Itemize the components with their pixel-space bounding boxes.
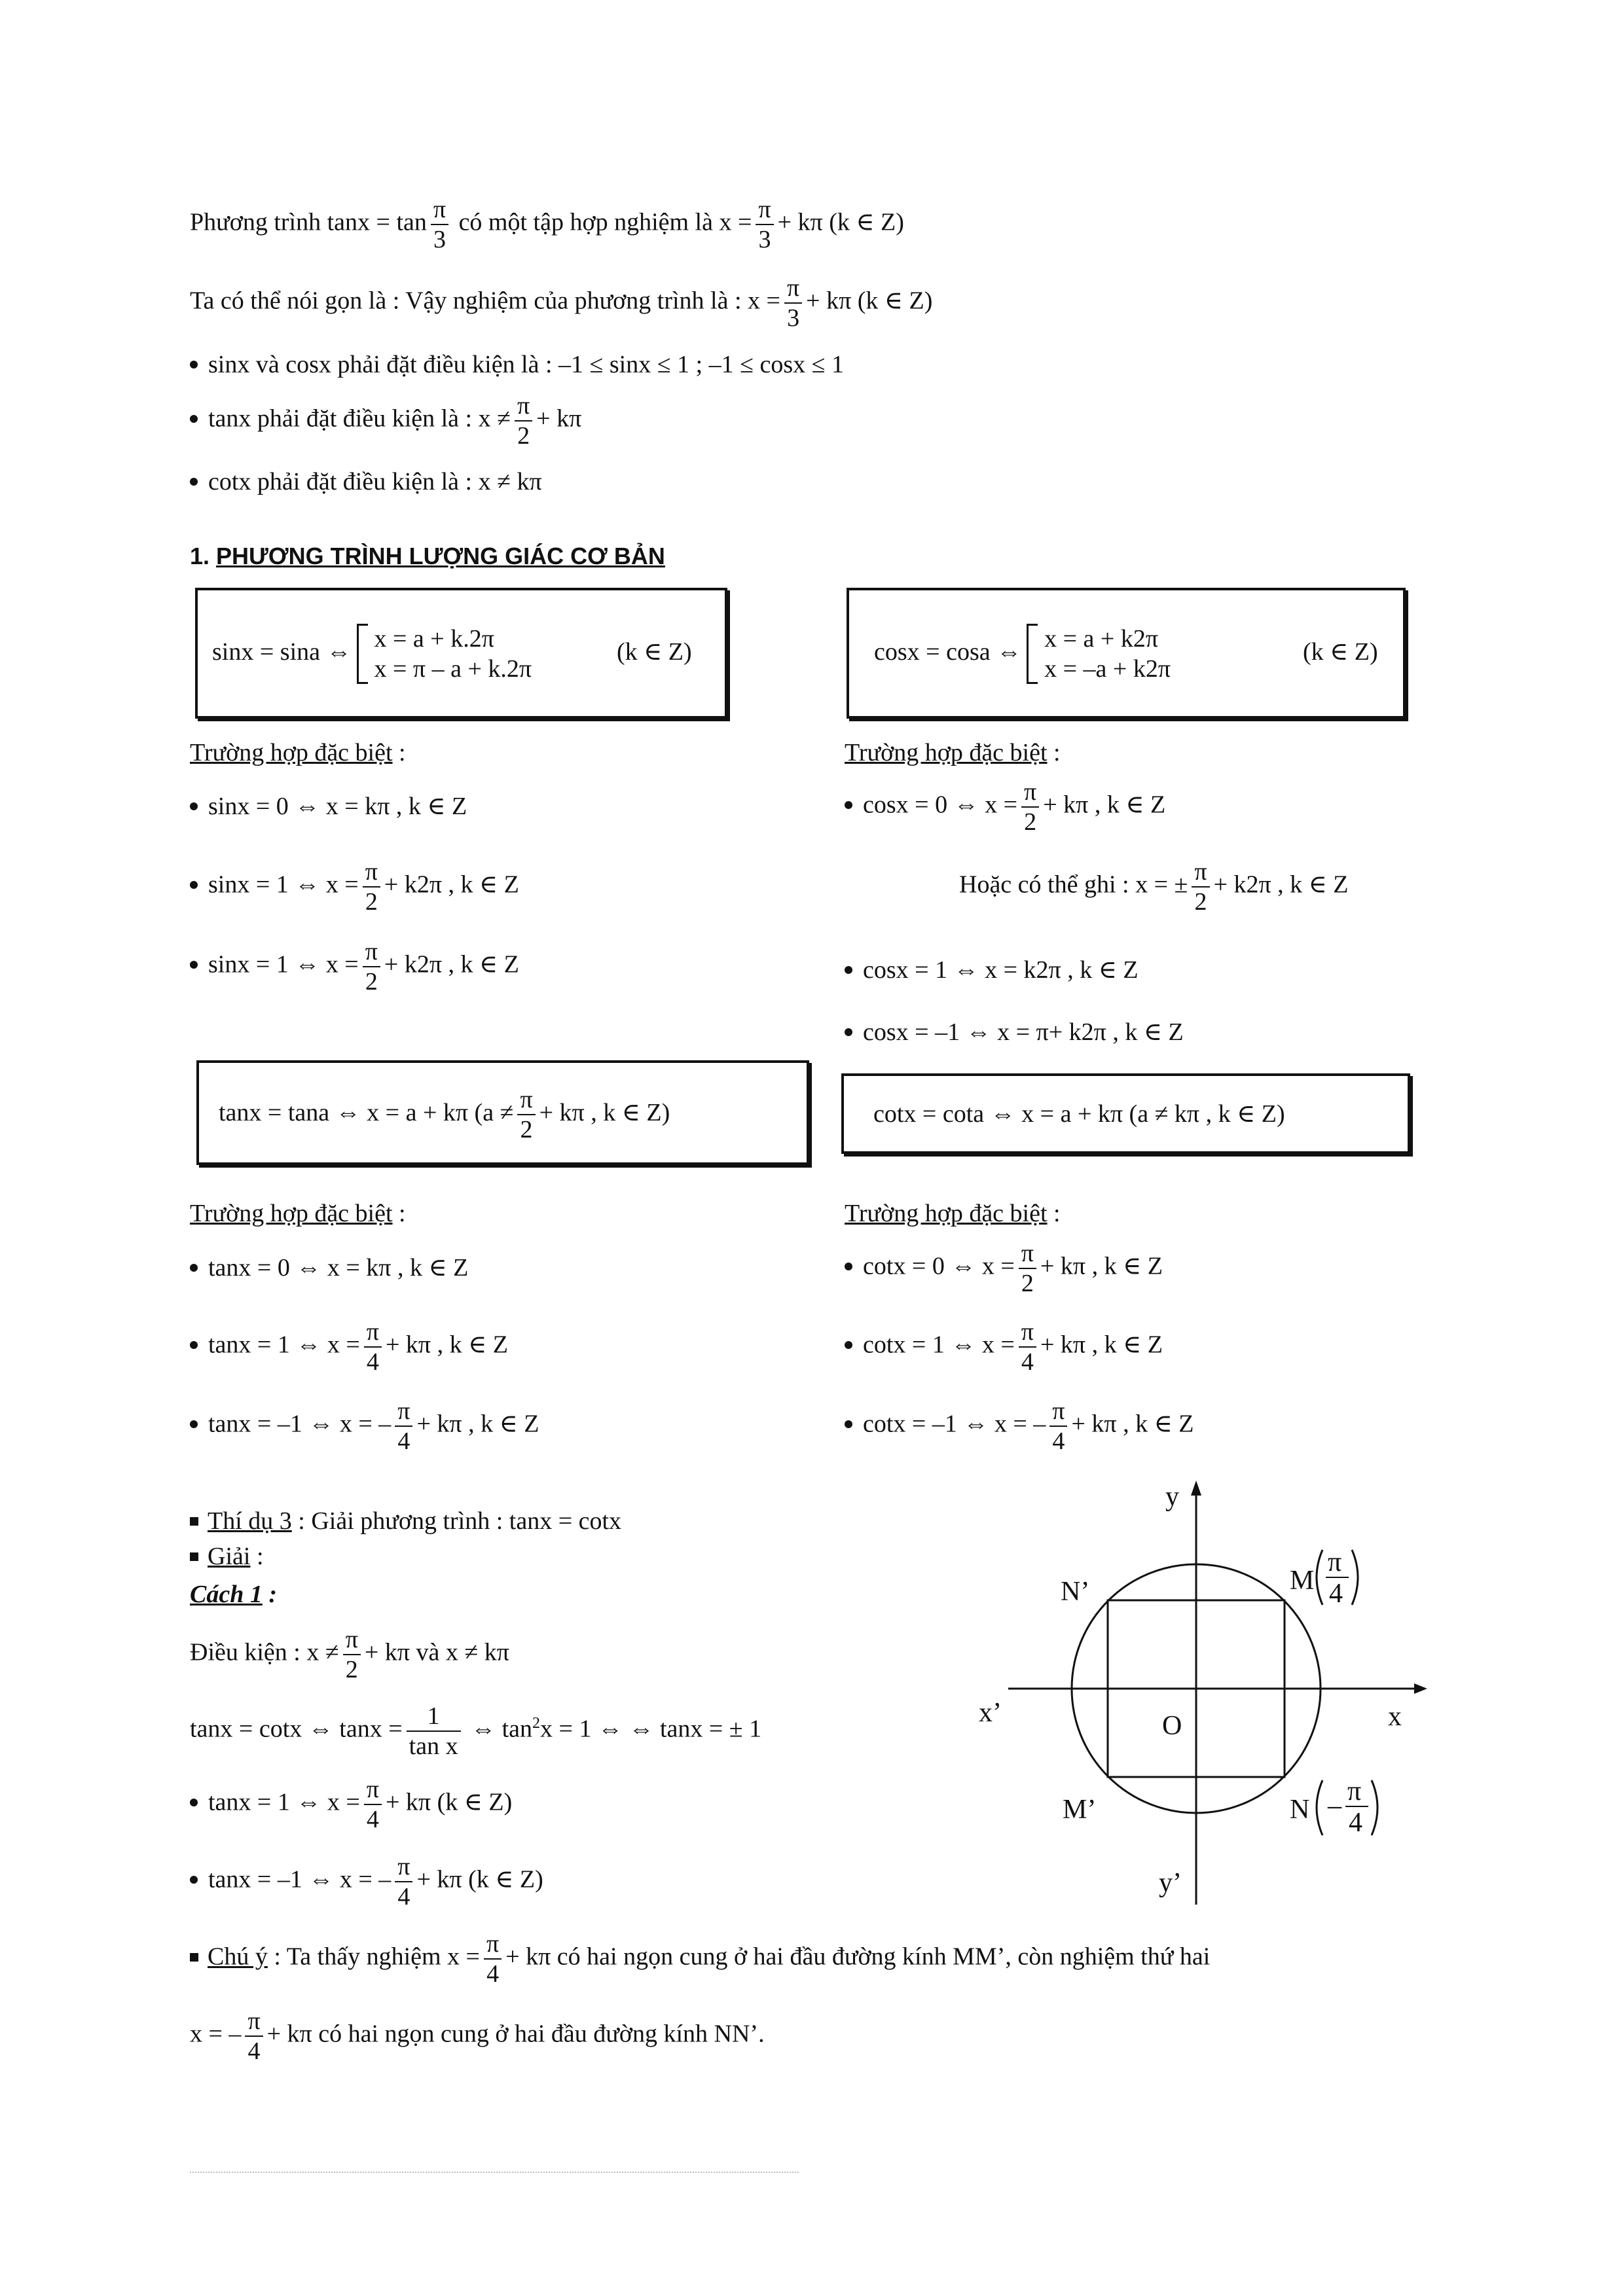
example-equation: tanx = cotx ⇔ tanx = $\frac{1}{\text{tan x}}$ ⇔ $\tan^2x = 1$ ⇔ ⇔ tanx = ± 1 <box>190 1702 762 1760</box>
intro-line-2: Ta có thể nói gọn là : Vậy nghiệm của phương trình là : x = $\frac{\pi}{3}$ + kπ (k ∈ Z) <box>190 274 933 332</box>
bullet-icon <box>190 1264 198 1272</box>
cot-special-3: cotx = –1 ⇔ x = – $\frac{\pi}{4}$ + kπ , k ∈ Z <box>845 1397 1194 1456</box>
tan-special-2: tanx = 1 ⇔ x = $\frac{\pi}{4}$ + kπ , k ∈ Z <box>190 1318 508 1376</box>
bullet-icon <box>845 1263 852 1270</box>
y-axis-arrow-icon <box>1191 1480 1201 1496</box>
example-title: Thí dụ 3 : Giải phương trình : tanx = cotx <box>190 1505 621 1537</box>
cot-special-label: Trường hợp đặc biệt : <box>845 1200 1061 1227</box>
tan-special-3: tanx = –1 ⇔ x = – $\frac{\pi}{4}$ + kπ , k ∈ Z <box>190 1397 539 1456</box>
cos-special-label: Trường hợp đặc biệt : <box>845 739 1061 766</box>
note-line-2: x = – $\frac{\pi}{4}$ + kπ có hai ngọn cung ở hai đầu đường kính NN’. <box>190 2007 765 2065</box>
bullet-icon <box>190 361 198 368</box>
note-line-1: Chú ý : Ta thấy nghiệm x = $\frac{\pi}{4}$ + kπ có hai ngọn cung ở hai đầu đường kính MM’, còn nghiệm thứ hai <box>190 1929 1210 1988</box>
unit-circle-diagram <box>969 1473 1440 1905</box>
bullet-icon <box>190 1420 198 1428</box>
left-paren-icon <box>1317 1550 1322 1605</box>
tan-equation-box: tanx = tana ⇔ x = a + kπ (a ≠ $\frac{\pi}{2}$ + kπ , k ∈ Z) <box>196 1060 809 1165</box>
intro-line-1: Phương trình tanx = tan $\frac{\pi}{3}$ có một tập hợp nghiệm là x = $\frac{\pi}{3}$ + kπ (k ∈ Z) <box>190 196 904 253</box>
n-label: N <box>1290 1795 1310 1825</box>
sin-special-3: sinx = 1 ⇔ x = $\frac{\pi}{2}$ + k2π , k ∈ Z <box>190 937 519 996</box>
intro-bullet-3: cotx phải đặt điều kiện là : x ≠ kπ <box>190 466 542 497</box>
example-condition: Điều kiện : x ≠ $\frac{\pi}{2}$ + kπ và x ≠ kπ <box>190 1626 509 1683</box>
bullet-icon <box>190 1341 198 1349</box>
bullet-icon <box>190 881 198 889</box>
bullet-icon <box>190 478 198 486</box>
example-result-1: tanx = 1 ⇔ x = $\frac{\pi}{4}$ + kπ (k ∈ Z) <box>190 1775 512 1834</box>
x-axis-arrow-icon <box>1414 1683 1427 1694</box>
n-minus-sign: – <box>1328 1791 1341 1821</box>
tan-special-label: Trường hợp đặc biệt : <box>190 1200 406 1227</box>
example-method-label: Cách 1 : <box>190 1581 278 1608</box>
y-label: y <box>1165 1482 1179 1512</box>
bullet-icon <box>190 802 198 810</box>
sin-special-2: sinx = 1 ⇔ x = $\frac{\pi}{2}$ + k2π , k ∈ Z <box>190 857 519 916</box>
cos-special-3: cosx = –1 ⇔ x = π+ k2π , k ∈ Z <box>845 1016 1184 1048</box>
fraction-pi-3: $\frac{\pi}{3}$ <box>431 195 448 254</box>
square-bullet-icon <box>190 1953 198 1962</box>
n-prime-label: N’ <box>1061 1577 1090 1607</box>
bullet-icon <box>190 415 198 423</box>
origin-label: O <box>1162 1711 1182 1741</box>
cot-special-2: cotx = 1 ⇔ x = $\frac{\pi}{4}$ + kπ , k ∈ Z <box>845 1318 1163 1376</box>
m-label: M <box>1290 1566 1315 1596</box>
m-fraction-num: π <box>1328 1547 1342 1577</box>
cos-special-1: cosx = 0 ⇔ x = $\frac{\pi}{2}$ + kπ , k ∈ Z <box>845 778 1165 836</box>
square-bullet-icon <box>190 1517 198 1526</box>
intro-bullet-2: tanx phải đặt điều kiện là : x ≠ $\frac{\pi}{2}$ + kπ <box>190 391 581 450</box>
example-result-2: tanx = –1 ⇔ x = – $\frac{\pi}{4}$ + kπ (k ∈ Z) <box>190 1852 543 1911</box>
x-prime-label: x’ <box>979 1698 1002 1728</box>
bracket-icon <box>1027 624 1038 684</box>
sin-special-label: Trường hợp đặc biệt : <box>190 739 406 766</box>
square-bullet-icon <box>190 1552 198 1561</box>
left-paren-icon <box>1317 1780 1322 1835</box>
bullet-icon <box>190 1799 198 1806</box>
bracket-icon <box>357 624 368 684</box>
fraction-pi-3: $\frac{\pi}{3}$ <box>756 195 773 254</box>
n-fraction-den: 4 <box>1349 1808 1362 1838</box>
bullet-icon <box>845 1341 852 1349</box>
y-prime-label: y’ <box>1159 1868 1182 1898</box>
section-heading: 1. PHƯƠNG TRÌNH LƯỢNG GIÁC CƠ BẢN <box>190 543 665 569</box>
tan-special-1: tanx = 0 ⇔ x = kπ , k ∈ Z <box>190 1252 468 1283</box>
m-prime-label: M’ <box>1063 1795 1097 1825</box>
fraction-pi-3: $\frac{\pi}{3}$ <box>784 274 802 332</box>
cot-special-1: cotx = 0 ⇔ x = $\frac{\pi}{2}$ + kπ , k ∈ Z <box>845 1239 1163 1298</box>
right-paren-icon <box>1372 1780 1377 1835</box>
bullet-icon <box>845 966 852 974</box>
sin-special-1: sinx = 0 ⇔ x = kπ , k ∈ Z <box>190 791 467 822</box>
bullet-icon <box>845 1420 852 1428</box>
footer-rule <box>190 2172 799 2173</box>
cos-equation-box: cosx = cosa ⇔ x = a + k2π x = –a + k2π (k ∈ Z) <box>847 588 1406 719</box>
right-paren-icon <box>1352 1550 1358 1605</box>
bullet-icon <box>190 1876 198 1884</box>
bullet-icon <box>845 801 852 809</box>
bullet-icon <box>845 1028 852 1036</box>
example-solve-label: Giải : <box>190 1541 264 1572</box>
cot-equation-box: cotx = cota ⇔ x = a + kπ (a ≠ kπ , k ∈ Z) <box>841 1073 1410 1154</box>
n-fraction-num: π <box>1347 1776 1362 1806</box>
intro-bullet-1: sinx và cosx phải đặt điều kiện là : –1 ≤ sinx ≤ 1 ; –1 ≤ cosx ≤ 1 <box>190 349 844 380</box>
fraction-pi-2: $\frac{\pi}{2}$ <box>515 391 532 450</box>
x-label: x <box>1388 1702 1402 1732</box>
cos-special-2: cosx = 1 ⇔ x = k2π , k ∈ Z <box>845 954 1139 986</box>
m-fraction-den: 4 <box>1329 1579 1343 1609</box>
cos-special-1b: Hoặc có thể ghi : x = ± $\frac{\pi}{2}$ + k2π , k ∈ Z <box>959 858 1349 916</box>
sin-equation-box: sinx = sina ⇔ x = a + k.2π x = π – a + k.2π (k ∈ Z) <box>195 588 727 719</box>
bullet-icon <box>190 961 198 969</box>
